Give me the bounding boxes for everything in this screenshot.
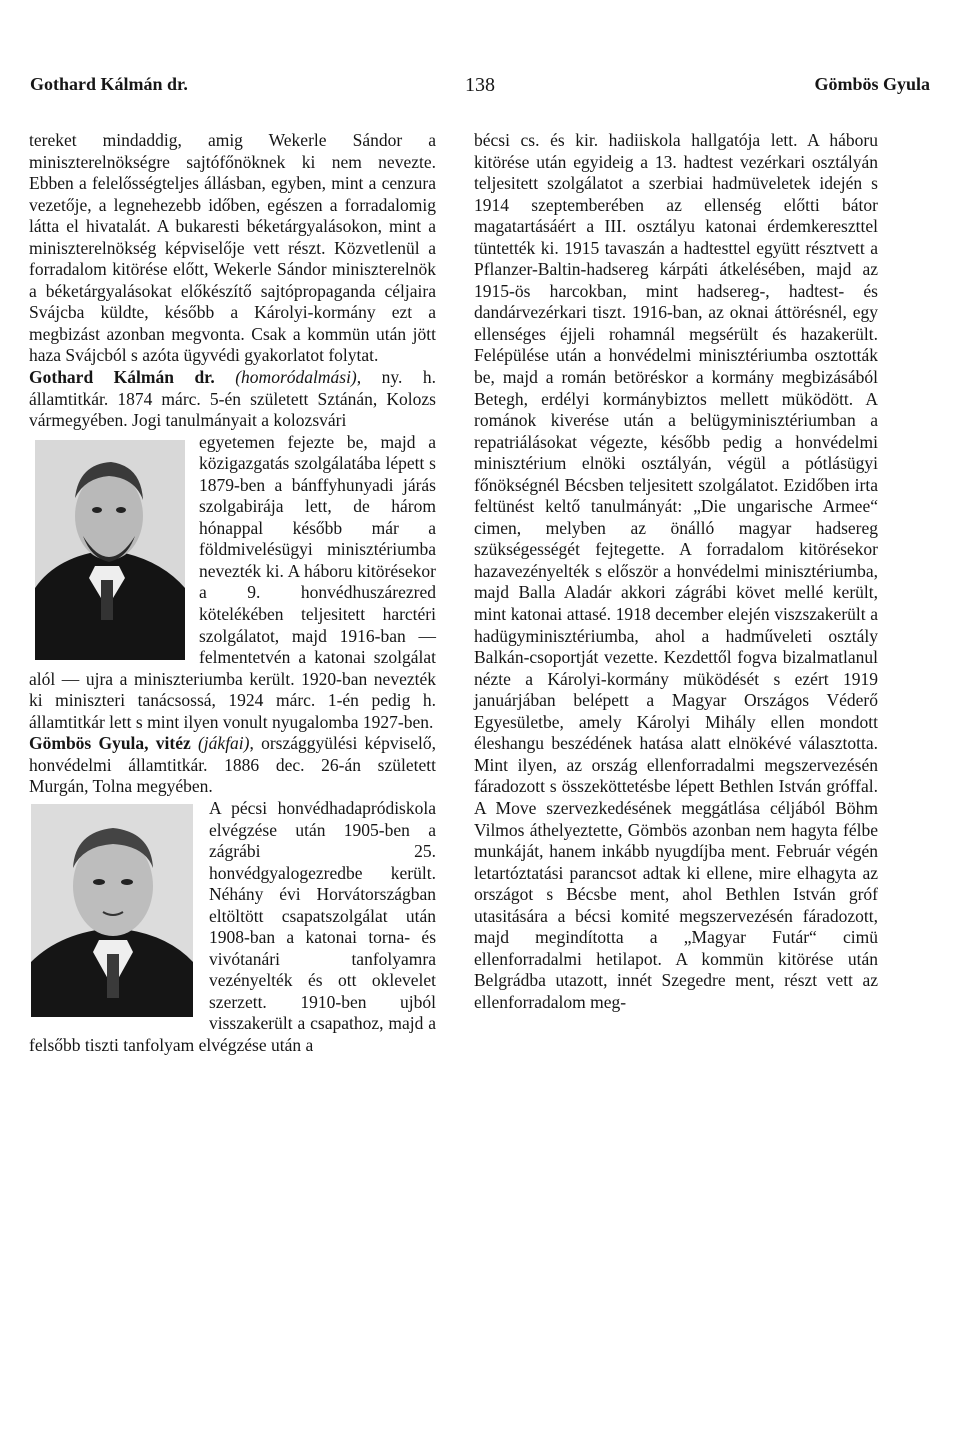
- continued-paragraph: tereket mindaddig, amig Wekerle Sándor a miniszterelnökségre sajtófőnöknek ki nem nevezte. Ebben a felelősségteljes állásban, egyben, mint a cenzura vezetője, a legnehezebb időben, egészen a forradalomig látta el hivatalát. A bukaresti béketárgyalásokon, mint a miniszterelnökség képviselője vett részt. Közvetlenül a forradalom kitörése előtt, Wekerle Sándor miniszterelnök a béketárgyalásokat előkészítő sajtópropaganda céljaira Svájcba küldte, később a Károlyi-kormány ezt a megbizást azonban megvonta. Csak a kommün után jött haza Svájcból s azóta ügyvédi gyakorlatot folytat.: [29, 130, 436, 366]
- portrait-gothard-image: [27, 438, 187, 660]
- running-head-right: Gömbös Gyula: [814, 74, 930, 94]
- entry-intro: , országgyülési képviselő, honvédelmi államtitkár. 1886 dec. 26-án született Murgán, Tolna megyében.: [29, 733, 436, 797]
- page-header: [30, 74, 930, 100]
- entry-gothard-body: egyetemen fejezte be, majd a közigazgatás szolgálatába lépett s 1879-ben a bánffyhunyadi járás szolgabirája lett, de három hónappal később már a földmivelésügyi minisztériumba nevezték ki. A háboru kitörésekor a 9. honvédhuszárezred kötelékében teljesitett harctéri szolgálatot, majd 1916-ban — felmentetvén a katonai szolgálat alól — ujra a miniszteriumba került. 1920-ban nevezték ki miniszteri tanácsossá, 1924 márc. 1-én pedig h. államtitkár lett s mint ilyen vonult nyugalomba 1927-ben.: [29, 431, 436, 732]
- entry-gombos: [29, 733, 436, 798]
- entry-name: Gothard Kálmán dr.: [29, 367, 215, 388]
- page-number: 138: [465, 74, 495, 96]
- entry-gothard: [29, 367, 436, 432]
- entry-alias: (jákfai): [197, 733, 250, 754]
- entry-alias: (homoródalmási): [235, 367, 357, 388]
- entry-gombos-continued: bécsi cs. és kir. hadiiskola hallgatója lett. A háboru kitörése után egyideig a 13. hadtest vezérkari osztályán teljesitett szolgálatot a szerbiai hadmüveletek idején s 1914 szeptemberében az ellenség előtti bátor magatartásáért a III. osztályu katonai érdemkereszttel tüntették ki. 1915 tavaszán a hadtesttel együtt résztvett a Pflanzer-Baltin-hadsereg kárpáti átkelésében, majd az 1915-ös harcokban, mint hadsereg-, hadtest- és dandárvezérkari tiszt. 1916-ban, az oknai áttörésnél, egy ellenséges éjjeli rohamnál megsérült és hazakerült. Felépülése után a honvédelmi minisztériumba osztották be, majd a román betöréskor a kormány megbizásából Betegh, erdélyi kormánybiztos mellett müködött. A románok kiverése után a belügyminisztériumban a repatriálásokat végezte, később pedig a honvédelmi minisztérium elnöki osztályán, végül a pótlásügyi főnökségnél Bécsben teljesitett szolgálatot. Ezidőben irta feltünést keltő tanulmányát: „Die ungarische Armee“ cimen, melyben az önálló magyar hadsereg szükségességét fejtegette. A forradalom kitörésekor hazavezényelték s először a honvédelmi minisztériumba, majd Balla Aladár akkori zágrábi követ mellé került, mint katonai attasé. 1918 december elején viszszakerült a hadügyminisztériumba, ahol a hadműveleti osztály Balkán-csoportját vezette. Kezdettől fogva bizalmatlanul nézte a Károlyi-kormány müködését s ezért 1919 januárjában belépett a Magyar Országos Véderő Egyesületbe, amely Károlyi Mihály ellen mondott éleshangu beszédének hatása alatt elnökévé választotta. Mint ilyen, az ország ellenforradalmi megszervezésén fáradozott s összeköttetésbe lépett Bethlen István gróffal. A Move szervezkedésének meggátlása céljából Böhm Vilmos áthelyeztette, Gömbös azonban nem hagyta félbe munkáját, hanem inkább nyugdíjba ment. Február végén letartóztatási parancsot adtak ki ellene, mire elhagyta az országot s Bécsbe ment, ahol Bethlen István gróf utasitására a bécsi komité megszervezésén fáradozott, majd megindította a „Magyar Futár“ cimü ellenforradalmi hetilapot. A kommün kitörése után Belgrádba utazott, innét Szegedre ment, részt vett az ellenforradalom meg-: [474, 130, 878, 1012]
- portrait-gombos: [27, 802, 197, 1017]
- portrait-gombos-image: [27, 802, 197, 1017]
- running-head-left: Gothard Kálmán dr.: [30, 74, 188, 94]
- right-column: [474, 130, 878, 1013]
- portrait-gothard: [27, 438, 187, 660]
- entry-intro: , ny. h. államtitkár. 1874 márc. 5-én született Sztánán, Kolozs vármegyében. Jogi tanulmányait a kolozsvári: [29, 367, 436, 431]
- left-column: [29, 130, 436, 1057]
- entry-name: Gömbös Gyula, vitéz: [29, 733, 191, 754]
- entry-gombos-body: A pécsi honvédhadapródiskola elvégzése után 1905-ben a zágrábi 25. honvédgyalogezredbe került. Néhány évi Horvátországban eltöltött csapatszolgálat után 1908-ban a katonai torna- és vivótanári tanfolyamra vezényelték és ott oklevelet szerzett. 1910-ben ujból visszakerült a csapathoz, majd a felsőbb tiszti tanfolyam elvégzése után a: [29, 797, 436, 1055]
